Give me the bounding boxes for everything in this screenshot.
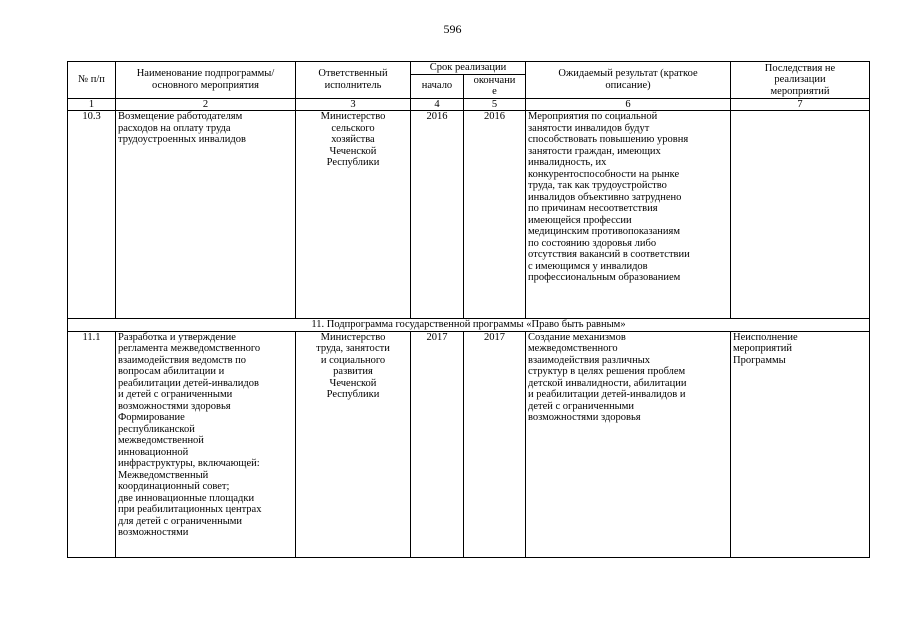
column-number: 4 xyxy=(411,98,464,111)
row-responsible: Министерство труда, занятости и социального развития Чеченской Республики xyxy=(296,331,411,557)
row-number: 10.3 xyxy=(68,111,116,319)
column-number: 1 xyxy=(68,98,116,111)
header-row xyxy=(68,62,870,75)
program-table xyxy=(67,61,870,558)
row-number: 11.1 xyxy=(68,331,116,557)
column-number: 7 xyxy=(731,98,870,111)
row-end: 2017 xyxy=(464,331,526,557)
header-responsible: Ответственный исполнитель xyxy=(296,62,411,99)
header-start: начало xyxy=(411,74,464,98)
row-consequences xyxy=(731,111,870,319)
header-period: Срок реализации xyxy=(411,62,526,75)
row-start: 2017 xyxy=(411,331,464,557)
header-result: Ожидаемый результат (краткое описание) xyxy=(526,62,731,99)
column-number-row xyxy=(68,98,870,111)
row-end: 2016 xyxy=(464,111,526,319)
header-num: № п/п xyxy=(68,62,116,99)
row-name: Разработка и утверждение регламента межведомственного взаимодействия ведомств по вопросам абилитации и реабилитации детей-инвалидов и детей с ограниченными возможностями здоровья Формирование республиканской межведомственной инновационной инфраструктуры, включающей: Межведомственный координационный совет; две инновационные площадки при реабилитационных центрах для детей с ограниченными возможностями xyxy=(116,331,296,557)
column-number: 5 xyxy=(464,98,526,111)
column-number: 2 xyxy=(116,98,296,111)
row-responsible: Министерство сельского хозяйства Чеченской Республики xyxy=(296,111,411,319)
row-result: Создание механизмов межведомственного взаимодействия различных структур в целях решения проблем детской инвалидности, абилитации и реабилитации детей-инвалидов и детей с ограниченными возможностями здоровья xyxy=(526,331,731,557)
section-title: 11. Подпрограмма государственной программы «Право быть равным» xyxy=(68,319,870,332)
row-consequences: Неисполнение мероприятий Программы xyxy=(731,331,870,557)
header-consequences: Последствия не реализации мероприятий xyxy=(731,62,870,99)
table-row xyxy=(68,111,870,319)
header-end: окончани е xyxy=(464,74,526,98)
row-result: Мероприятия по социальной занятости инвалидов будут способствовать повышению уровня занятости граждан, имеющих инвалидность, их конкурентоспособности на рынке труда, так как трудоустройство инвалидов объективно затруднено по причинам несоответствия имеющейся профессии медицинским противопоказаниям по состоянию здоровья либо отсутствия вакансий в соответствии с имеющимся у инвалидов профессиональным образованием xyxy=(526,111,731,319)
row-start: 2016 xyxy=(411,111,464,319)
table-row xyxy=(68,331,870,557)
header-name: Наименование подпрограммы/ основного мероприятия xyxy=(116,62,296,99)
row-name: Возмещение работодателям расходов на оплату труда трудоустроенных инвалидов xyxy=(116,111,296,319)
page-number: 596 xyxy=(443,22,462,36)
column-number: 3 xyxy=(296,98,411,111)
section-row xyxy=(68,319,870,332)
column-number: 6 xyxy=(526,98,731,111)
